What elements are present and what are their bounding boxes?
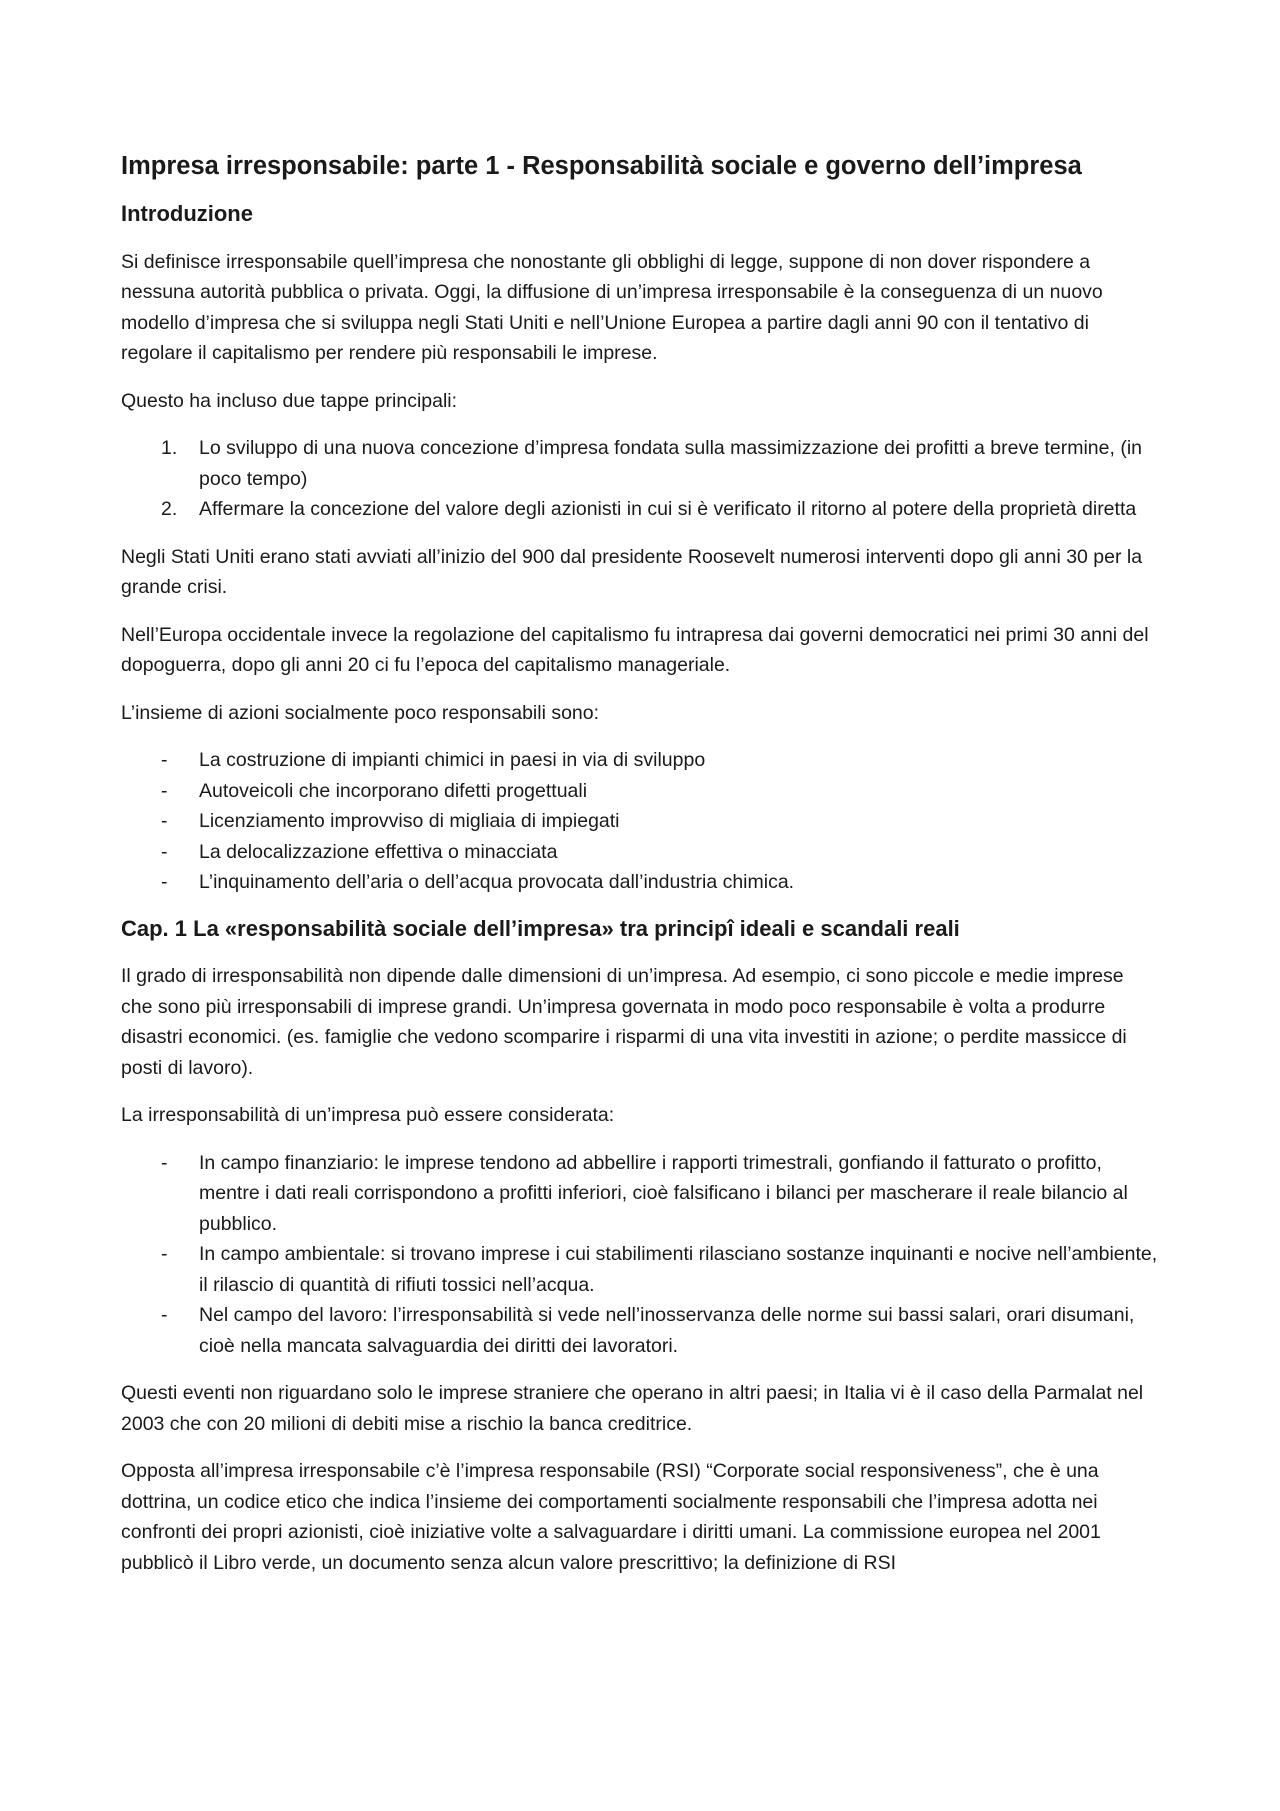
list-item <box>121 867 1159 898</box>
list-marker: - <box>161 1304 168 1327</box>
list-item <box>121 1239 1159 1300</box>
paragraph: Questi eventi non riguardano solo le imprese straniere che operano in altri paesi; in Italia vi è il caso della Parmalat nel 2003 che con 20 milioni di debiti mise a rischio la banca creditrice. <box>121 1382 1144 1435</box>
list-marker: - <box>161 1151 168 1174</box>
list-item-text: Nel campo del lavoro: l’irresponsabilità si vede nell’inosservanza delle norme sui bassi salari, orari disumani, cioè nella mancata salvaguardia dei diritti dei lavoratori. <box>199 1304 1135 1357</box>
paragraph: Nell’Europa occidentale invece la regolazione del capitalismo fu intrapresa dai governi democratici nei primi 30 anni del dopoguerra, dopo gli anni 20 ci fu l’epoca del capitalismo manageriale. <box>121 623 1149 677</box>
list-marker: - <box>161 779 168 802</box>
list-item <box>121 745 1159 776</box>
list-item <box>121 494 1159 525</box>
list-item-text: Affermare la concezione del valore degli azionisti in cui si è verificato il ritorno al potere della proprietà diretta <box>199 498 1137 521</box>
chapter-heading: Cap. 1 La «responsabilità sociale dell’impresa» tra principî ideali e scandali reali <box>121 915 960 941</box>
paragraph: La irresponsabilità di un’impresa può essere considerata: <box>121 1104 615 1127</box>
list-item-text: Autoveicoli che incorporano difetti progettuali <box>199 779 588 802</box>
stages-list <box>121 433 1159 525</box>
list-item-text: In campo ambientale: si trovano imprese i cui stabilimenti rilasciano sostanze inquinanti e nocive nell’ambiente, il rilascio di quantità di rifiuti tossici nell’acqua. <box>199 1243 1158 1296</box>
list-item-text: In campo finanziario: le imprese tendono ad abbellire i rapporti trimestrali, gonfiando il fatturato o profitto, mentre i dati reali corrispondono a profitti inferiori, cioè falsificano i bilanci per mascherare il reale bilancio al pubblico. <box>199 1151 1128 1235</box>
list-item-text: Licenziamento improvviso di migliaia di impiegati <box>199 810 620 833</box>
list-item-text: L’inquinamento dell’aria o dell’acqua provocata dall’industria chimica. <box>199 871 795 894</box>
list-item-text: La delocalizzazione effettiva o minacciata <box>199 840 558 863</box>
list-marker: - <box>161 840 168 863</box>
list-item <box>121 806 1159 837</box>
list-item <box>121 433 1159 494</box>
paragraph: L’insieme di azioni socialmente poco responsabili sono: <box>121 701 600 724</box>
actions-list <box>121 745 1159 898</box>
list-item-text: Lo sviluppo di una nuova concezione d’impresa fondata sulla massimizzazione dei profitti a breve termine, (in poco tempo) <box>199 437 1143 490</box>
paragraph: Si definisce irresponsabile quell’impresa che nonostante gli obblighi di legge, suppone di non dover rispondere a nessuna autorità pubblica o privata. Oggi, la diffusione di un’impresa irresponsabile è la conseguenza di un nuovo modello d’impresa che si sviluppa negli Stati Uniti e nell’Unione Europea a partire dagli anni 90 con il tentativo di regolare il capitalismo per rendere più responsabili le imprese. <box>121 250 1103 365</box>
list-item <box>121 776 1159 807</box>
list-item-text: La costruzione di impianti chimici in paesi in via di sviluppo <box>199 749 706 772</box>
intro-heading: Introduzione <box>121 201 253 227</box>
paragraph: Negli Stati Uniti erano stati avviati all’inizio del 900 dal presidente Roosevelt numerosi interventi dopo gli anni 30 per la grande crisi. <box>121 545 1143 599</box>
list-marker: - <box>161 810 168 833</box>
list-item <box>121 837 1159 868</box>
paragraph: Opposta all’impresa irresponsabile c’è l’impresa responsabile (RSI) “Corporate social responsiveness”, che è una dottrina, un codice etico che indica l’insieme dei comportamenti socialmente responsabili che l’impresa adotta nei confronti dei propri azionisti, cioè iniziative volte a salvaguardare i diritti umani. La commissione europea nel 2001 pubblicò il Libro verde, un documento senza alcun valore prescrittivo; la definizione di RSI <box>121 1460 1101 1574</box>
list-marker: 2. <box>161 498 178 521</box>
list-marker: - <box>161 871 168 894</box>
list-item <box>121 1148 1159 1240</box>
paragraph: Il grado di irresponsabilità non dipende dalle dimensioni di un’impresa. Ad esempio, ci sono piccole e medie imprese che sono più irresponsabili di imprese grandi. Un’impresa governata in modo poco responsabile è volta a produrre disastri economici. (es. famiglie che vedono scomparire i risparmi di una vita investiti in azione; o perdite massicce di posti di lavoro). <box>121 965 1127 1079</box>
list-marker: 1. <box>161 437 178 460</box>
document-title: Impresa irresponsabile: parte 1 - Responsabilità sociale e governo dell’impresa <box>121 152 1082 180</box>
list-marker: - <box>161 749 168 772</box>
list-item <box>121 1300 1159 1361</box>
fields-list <box>121 1148 1159 1362</box>
list-marker: - <box>161 1243 168 1266</box>
paragraph: Questo ha incluso due tappe principali: <box>121 389 458 412</box>
